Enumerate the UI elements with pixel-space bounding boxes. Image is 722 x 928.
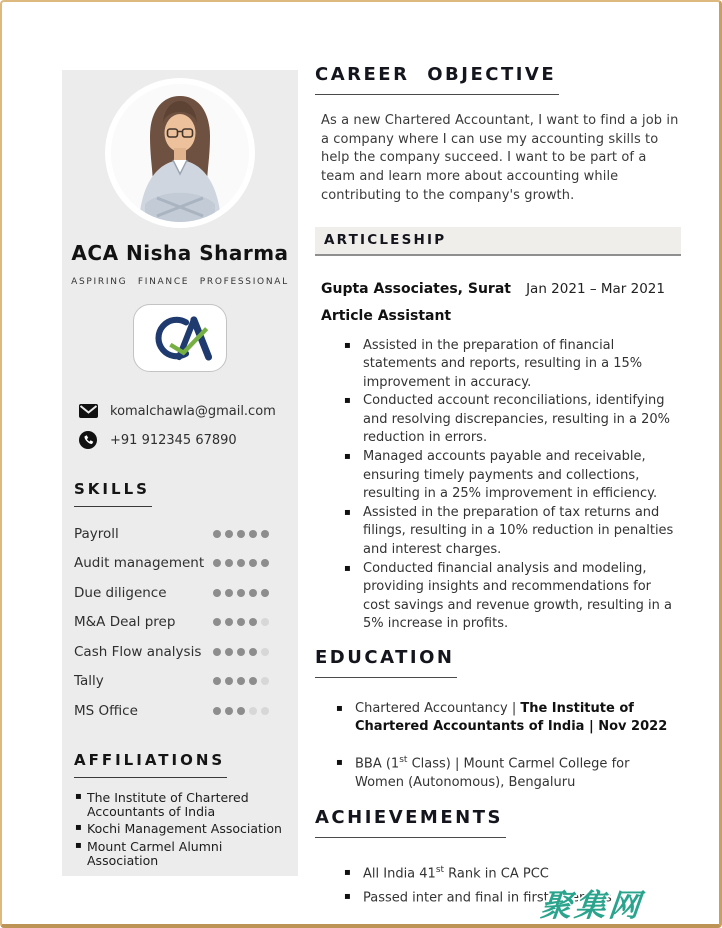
affiliation-item: ▪ Mount Carmel Alumni Association <box>75 840 284 869</box>
skill-rating-dots <box>213 677 269 685</box>
candidate-name: ACA Nisha Sharma <box>71 241 289 265</box>
skill-rating-dots <box>213 707 269 715</box>
articleship-bullet-list <box>363 337 675 634</box>
articleship-bullet: ▪ Managed accounts payable and receivable, ensuring timely payments and collections, resulting in a 25% improvement in efficiency. <box>363 448 675 504</box>
skill-rating-dots <box>213 530 269 538</box>
skill-rating-dots <box>213 648 269 656</box>
skills-list <box>74 519 286 726</box>
articleship-job-header <box>315 281 681 297</box>
skill-label: Payroll <box>74 525 119 542</box>
skill-row <box>74 549 286 579</box>
education-item <box>355 754 671 792</box>
articleship-bullet: ▪ Assisted in the preparation of tax returns and filings, resulting in a 10% reduction in penalties and interest charges. <box>363 504 675 560</box>
affiliation-item: ▪ The Institute of Chartered Accountants of India <box>75 791 284 820</box>
phone-text: +91 912345 67890 <box>110 432 237 448</box>
skill-label: Tally <box>74 673 104 690</box>
skill-row <box>74 637 286 667</box>
articleship-heading: ARTICLESHIP <box>315 227 681 256</box>
articleship-bullet: ▪ Assisted in the preparation of financial statements and reports, resulting in a 15% improvement in accuracy. <box>363 337 675 393</box>
profile-photo-illustration <box>111 84 249 222</box>
company-name: Gupta Associates, Surat <box>321 280 511 297</box>
email-text: komalchawla@gmail.com <box>110 403 276 419</box>
skill-rating-dots <box>213 618 269 626</box>
skill-row <box>74 696 286 726</box>
skill-rating-dots <box>213 559 269 567</box>
articleship-bullet: ▪ Conducted account reconciliations, identifying and resolving discrepancies, resulting in a 20% reduction in errors. <box>363 392 675 448</box>
education-institute: Class) | Mount Carmel College for Women (Autonomous), Bengaluru <box>355 756 630 790</box>
main-column <box>315 66 681 912</box>
skill-row <box>74 578 286 608</box>
articleship-bullet: ▪ Conducted financial analysis and modeling, providing insights and recommendations for cost savings and revenue growth, resulting in a 5% increase in profits. <box>363 560 675 634</box>
sidebar <box>62 70 298 876</box>
achievement-text: All India 41 <box>363 866 436 882</box>
site-watermark: 聚集网 <box>538 888 645 924</box>
education-degree: BBA (1 <box>355 756 400 772</box>
ca-institute-logo <box>133 304 227 372</box>
ordinal-superscript: st <box>399 755 408 765</box>
skill-row <box>74 519 286 549</box>
education-heading: EDUCATION <box>315 649 457 678</box>
affiliations-heading: AFFILIATIONS <box>74 751 227 778</box>
job-role: Article Assistant <box>321 307 452 324</box>
affiliations-list <box>75 791 284 869</box>
education-item <box>355 700 671 737</box>
skill-label: Audit management <box>74 555 205 572</box>
ca-logo-icon <box>141 311 219 365</box>
education-degree: Chartered Accountancy | <box>355 700 521 716</box>
achievements-heading: ACHIEVEMENTS <box>315 809 506 838</box>
skill-label: MS Office <box>74 702 138 719</box>
skill-rating-dots <box>213 589 269 597</box>
achievement-text: Rank in CA PCC <box>444 866 549 882</box>
skill-row <box>74 608 286 638</box>
contact-block <box>79 402 298 449</box>
profile-photo <box>105 78 255 228</box>
envelope-icon <box>79 402 99 420</box>
career-objective-heading: CAREER OBJECTIVE <box>315 66 559 95</box>
education-list <box>355 700 671 793</box>
ordinal-superscript: st <box>435 865 445 876</box>
phone-icon <box>79 431 99 449</box>
skills-heading: SKILLS <box>74 480 152 507</box>
skill-label: Due diligence <box>74 584 167 601</box>
affiliation-item: ▪ Kochi Management Association <box>75 822 284 836</box>
education-institute: The Institute of Chartered Accountants of India | Nov 2022 <box>355 700 668 735</box>
candidate-tagline: ASPIRING FINANCE PROFESSIONAL <box>71 277 289 287</box>
skill-row <box>74 667 286 697</box>
job-dates: Jan 2021 – Mar 2021 <box>526 280 665 297</box>
skill-label: Cash Flow analysis <box>74 643 202 660</box>
career-objective-text: As a new Chartered Accountant, I want to find a job in a company where I can use my accounting skills to help the company succeed. I want to be part of a team and learn more about accounting while contributing to the company's growth. <box>321 113 679 203</box>
contact-phone-row <box>79 431 298 449</box>
skill-label: M&A Deal prep <box>74 614 176 631</box>
contact-email-row <box>79 402 298 420</box>
achievement-text: Passed inter and final in first attempts <box>363 890 612 906</box>
